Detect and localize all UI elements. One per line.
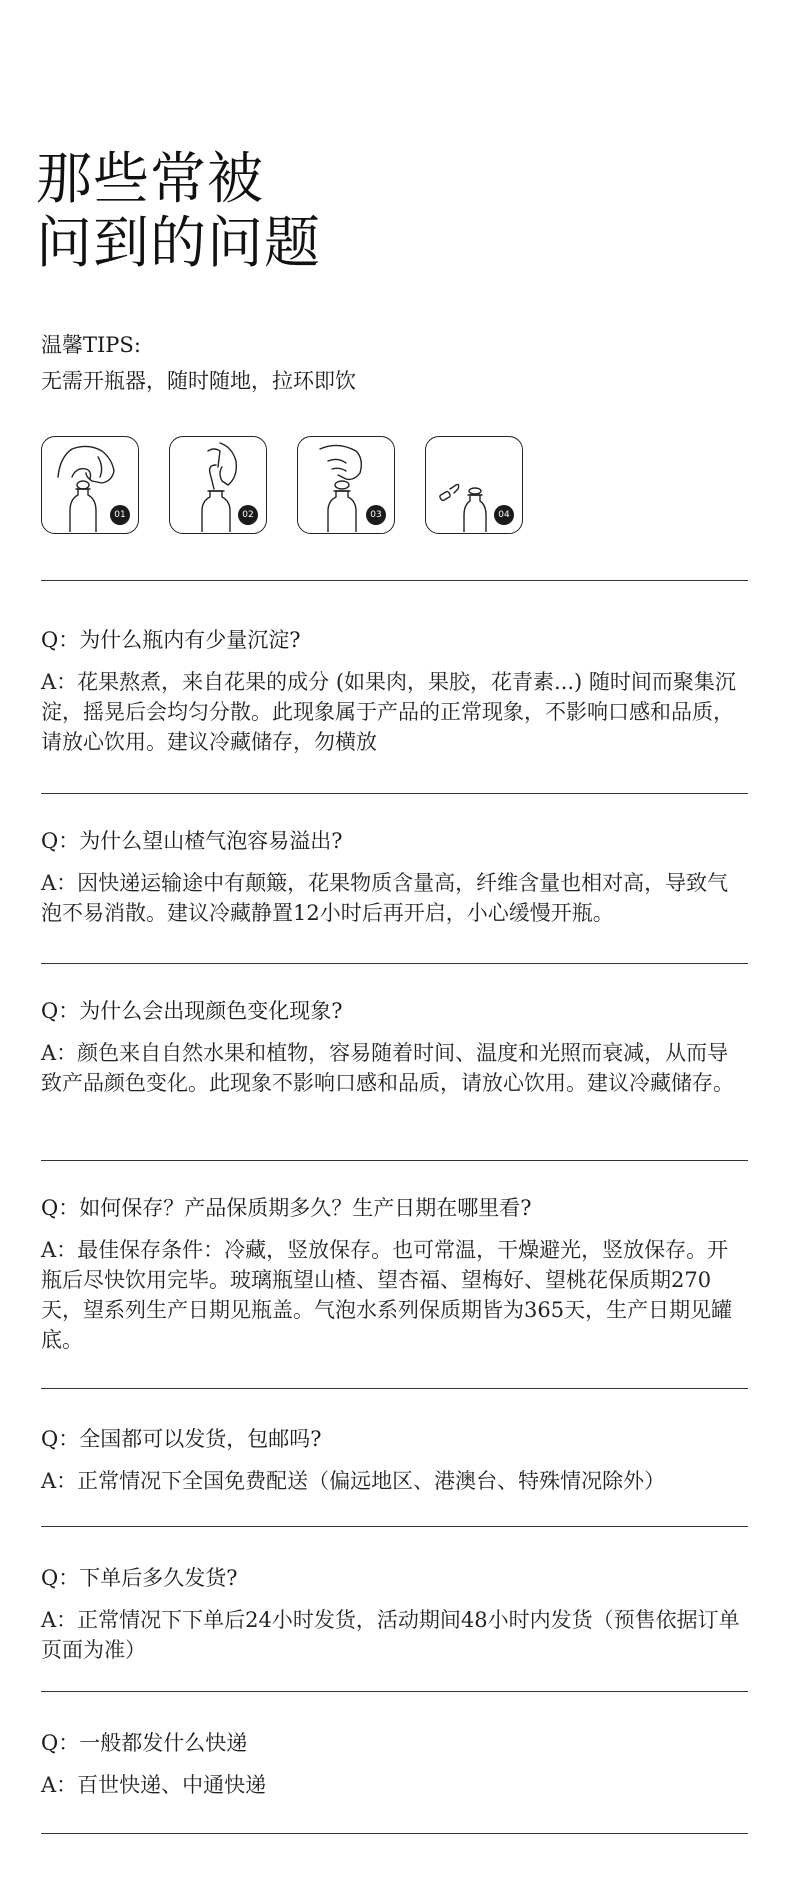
divider — [41, 1160, 748, 1161]
faq-answer: A：正常情况下下单后24小时发货，活动期间48小时内发货（预售依据订单页面为准） — [41, 1608, 740, 1662]
faq-answer: A：颜色来自自然水果和植物，容易随着时间、温度和光照而衰减，从而导致产品颜色变化。此现象不影响口感和品质，请放心饮用。建议冷藏储存。 — [41, 1041, 734, 1095]
divider — [41, 1526, 748, 1527]
opening-steps — [41, 436, 523, 534]
step-1 — [41, 436, 139, 534]
divider — [41, 963, 748, 964]
faq-answer: A：最佳保存条件：冷藏，竖放保存。也可常温，干燥避光，竖放保存。开瓶后尽快饮用完毕。玻璃瓶望山楂、望杏福、望梅好、望桃花保质期270天，望系列生产日期见瓶盖。气泡水系列保质期皆为365天，生产日期见罐底。 — [41, 1238, 733, 1352]
faq-question: Q：为什么瓶内有少量沉淀? — [41, 628, 301, 652]
step-3 — [297, 436, 395, 534]
faq-item-2 — [41, 826, 748, 928]
step-number: 02 — [238, 505, 258, 525]
faq-question: Q：全国都可以发货，包邮吗? — [41, 1427, 322, 1451]
divider — [41, 1388, 748, 1389]
step-4 — [425, 436, 523, 534]
faq-question: Q：如何保存？产品保质期多久？生产日期在哪里看? — [41, 1196, 532, 1220]
faq-answer: A：因快递运输途中有颠簸，花果物质含量高，纤维含量也相对高，导致气泡不易消散。建议冷藏静置12小时后再开启，小心缓慢开瓶。 — [41, 871, 729, 925]
faq-item-3 — [41, 996, 748, 1098]
tips-text: 无需开瓶器，随时随地，拉环即饮 — [41, 369, 356, 393]
title-line-1: 那些常被 — [36, 147, 264, 212]
tips-section — [41, 330, 741, 396]
step-number: 04 — [494, 505, 514, 525]
divider — [41, 580, 748, 581]
page-title — [36, 148, 321, 276]
step-2 — [169, 436, 267, 534]
faq-question: Q：一般都发什么快递 — [41, 1731, 248, 1755]
faq-item-1 — [41, 625, 748, 757]
faq-item-6 — [41, 1563, 748, 1665]
faq-item-7 — [41, 1728, 748, 1800]
step-number: 03 — [366, 505, 386, 525]
divider — [41, 1833, 748, 1834]
step-number: 01 — [110, 505, 130, 525]
faq-item-4 — [41, 1193, 748, 1355]
faq-answer: A：花果熬煮，来自花果的成分 (如果肉，果胶，花青素...) 随时间而聚集沉淀，摇晃后会均匀分散。此现象属于产品的正常现象，不影响口感和品质，请放心饮用。建议冷藏储存，勿横放 — [41, 670, 736, 754]
divider — [41, 1691, 748, 1692]
faq-answer: A：正常情况下全国免费配送（偏远地区、港澳台、特殊情况除外） — [41, 1469, 666, 1493]
faq-question: Q：为什么会出现颜色变化现象? — [41, 999, 343, 1023]
faq-question: Q：下单后多久发货? — [41, 1566, 238, 1590]
title-line-2: 问到的问题 — [36, 211, 321, 276]
faq-answer: A：百世快递、中通快递 — [41, 1773, 267, 1797]
tips-label: 温馨TIPS: — [41, 333, 141, 357]
faq-question: Q：为什么望山楂气泡容易溢出? — [41, 829, 343, 853]
faq-item-5 — [41, 1424, 748, 1496]
divider — [41, 793, 748, 794]
